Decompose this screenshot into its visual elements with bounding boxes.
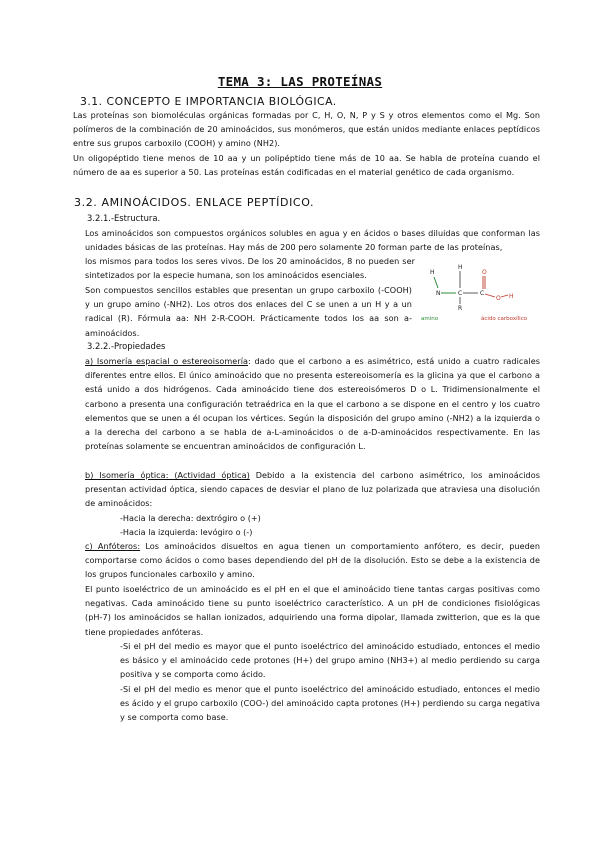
page-title: TEMA 3: LAS PROTEÍNAS	[217, 74, 383, 89]
subsection-3-2-2-heading: 3.2.2.-Propiedades	[87, 341, 166, 351]
property-b-label: b) Isomería óptica: (Actividad óptica)	[85, 470, 250, 480]
section-3-2-heading: 3.2. AMINOÁCIDOS. ENLACE PEPTÍDICO.	[74, 196, 315, 209]
property-b-paragraph	[85, 468, 540, 511]
s31-paragraph-2: Un oligopéptido tiene menos de 10 aa y un polipéptido tiene más de 10 aa. Se habla de proteína cuando el número de aa es superior a 50. Las proteínas están codificadas en el material genético de cada organismo.	[73, 153, 540, 178]
property-c-paragraph	[85, 539, 540, 582]
property-a-paragraph	[85, 354, 540, 453]
figure-carboxyl-bonds	[483, 276, 508, 297]
figure-atom-o1: O	[482, 269, 487, 276]
property-c-item-2: -Si el pH del medio es menor que el punto isoeléctrico del aminoácido estudiado, entonces el medio es ácido y el grupo carboxilo (COO-) del aminoácido capta protones (H+) perdiendo su carga negativa y se comporta como base.	[120, 684, 541, 723]
amino-acid-structure-figure	[418, 262, 536, 324]
property-c-item-1: -Si el pH del medio es mayor que el punto isoeléctrico del aminoácido estudiado, entonces el medio es básico y el aminoácido cede protones (H+) del grupo amino (NH3+) al medio perdiendo su carga positiva y se comporta como ácido.	[120, 641, 540, 680]
figure-label-acid: ácido carboxílico	[481, 316, 528, 322]
figure-atom-c2: C	[480, 290, 485, 297]
figure-atom-h2: H	[458, 264, 463, 271]
subsection-3-2-1-heading: 3.2.1.-Estructura.	[87, 213, 161, 223]
figure-atom-r: R	[458, 305, 463, 312]
property-b-item-1: -Hacia la derecha: dextrógiro o (+)	[120, 513, 261, 523]
s32-paragraph-1b: los mismos para todos los seres vivos. De los 20 aminoácidos, 8 no pueden ser sintetizados por la especie humana, son los aminoácidos esenciales.	[85, 256, 415, 281]
property-c-paragraph-2: El punto isoeléctrico de un aminoácido es el pH en el que el aminoácido tiene tantas cargas positivas como negativas. Cada aminoácido tiene su punto isoeléctrico característico. A un pH de condiciones fisiológicas (pH-7) los aminoácidos se hallan ionizados, adquiriendo una forma dipolar, llamada zwitterion, que es la que tiene propiedades anfóteras.	[85, 584, 540, 637]
section-3-1-heading: 3.1. CONCEPTO E IMPORTANCIA BIOLÓGICA.	[80, 95, 337, 108]
property-b-text: Debido a la existencia del carbono asimétrico, los aminoácidos presentan actividad óptica, siendo capaces de desviar el plano de luz polarizada que atraviesa una disolución de aminoácidos:	[85, 470, 540, 509]
figure-atom-n: N	[436, 290, 441, 297]
s32-paragraph-2: Son compuestos sencillos estables que presentan un grupo carboxilo (-COOH) y un grupo amino (-NH2). Los otros dos enlaces del C se unen a un H y a un radical (R). Fórmula aa: NH 2-R-COOH. Prácticamente todos los aa son a-aminoácidos.	[85, 285, 412, 338]
figure-atom-o2: O	[496, 295, 501, 302]
s32-paragraph-1: Los aminoácidos son compuestos orgánicos solubles en agua y en ácidos o bases diluidas que conforman las unidades básicas de las proteínas. Hay más de 200 pero solamente 20 forman parte de las proteínas,	[85, 228, 540, 253]
property-c-text: Los aminoácidos disueltos en agua tienen un comportamiento anfótero, es decir, pueden comportarse como ácidos o como bases dependiendo del pH de la disolución. Esto se debe a la existencia de los grupos funcionales carboxilo y amino.	[85, 541, 540, 580]
property-a-text: : dado que el carbono a es asimétrico, está unido a cuatro radicales diferentes entre ellos. El único aminoácido que no presenta estereoisomería es la glicina ya que el carbono a está unido a dos hidrógenos. Cada aminoácido tiene dos estereoisómeros D o L. Tridimensionalmente el carbono a presenta una configuración tetraédrica en la que el carbono a se dispone en el centro y los cuatro elementos que se unen a él ocupan los vértices. Según la disposición del grupo amino (-NH2) a la izquierda o a la derecha del carbono a se habla de a-L-aminoácidos o de a-D-aminoácidos respectivamente. En las proteínas solamente se encuentran aminoácidos de configuración L.	[85, 356, 540, 452]
figure-atom-h3: H	[509, 293, 514, 300]
property-a-label: a) Isomería espacial o estereoisomería	[85, 356, 249, 366]
s31-paragraph-1: Las proteínas son biomoléculas orgánicas formadas por C, H, O, N, P y S y otros elementos como el Mg. Son polímeros de la combinación de 20 aminoácidos, sus monómeros, que están unidos mediante enlaces peptídicos entre sus grupos carboxilo (COOH) y amino (NH2).	[73, 110, 540, 149]
figure-atom-c: C	[458, 290, 463, 297]
property-c-label: c) Anfóteros:	[85, 541, 141, 551]
figure-carbon-bonds	[460, 271, 478, 304]
property-b-item-2: -Hacia la izquierda: levógiro o (-)	[120, 527, 253, 537]
figure-label-amino: amino	[421, 316, 439, 322]
figure-atom-h1: H	[430, 269, 435, 276]
